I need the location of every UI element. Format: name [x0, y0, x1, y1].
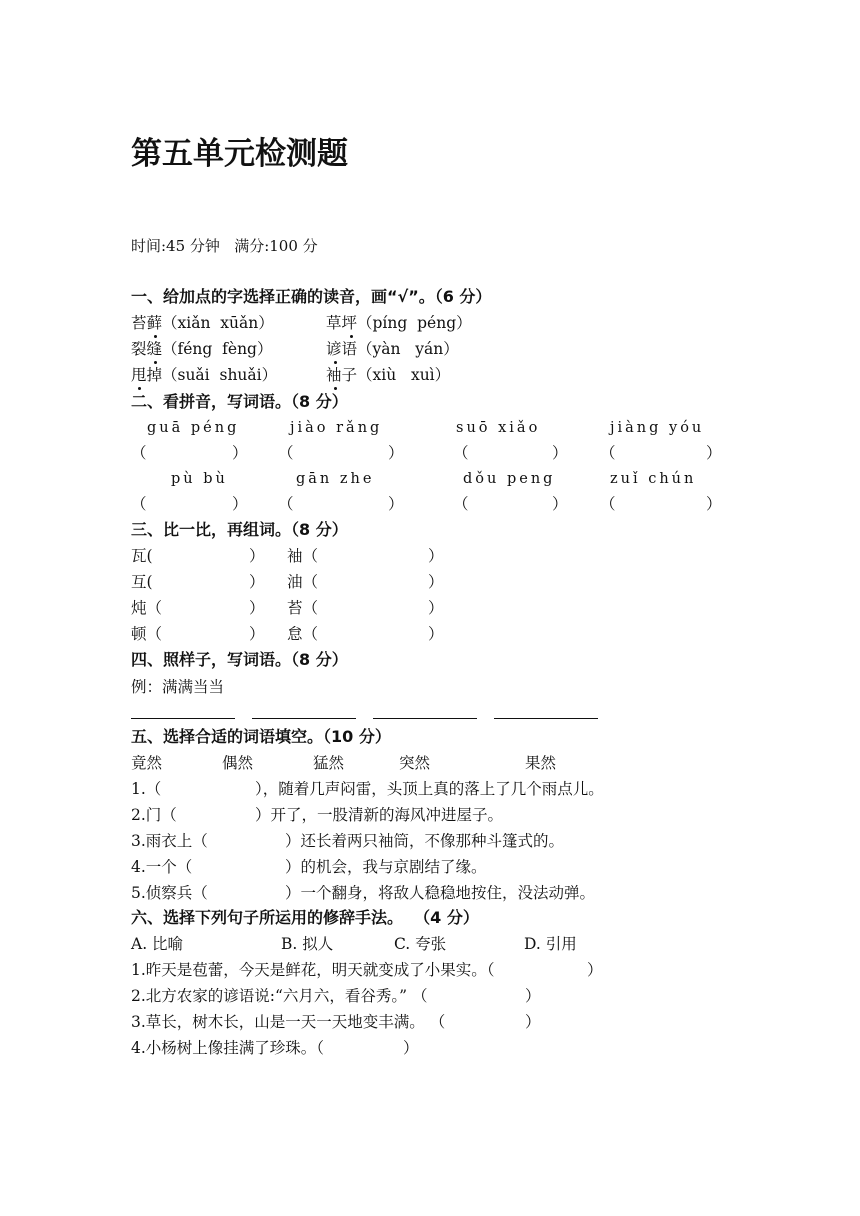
s3-row-2-a: 互(	[131, 573, 153, 591]
s1-row-3-b: 袖子（xiù xuì）	[326, 366, 451, 384]
s1-row-2-b: 谚语（yàn yán）	[326, 340, 459, 358]
pinyin-2: jiào rǎng	[290, 420, 383, 436]
s3-row-3-a: 炖（	[131, 599, 163, 617]
pinyin-3: suō xiǎo	[456, 420, 541, 436]
bracket-open: （	[453, 444, 469, 462]
pinyin-8: zuǐ chún	[610, 471, 697, 487]
s6-q3-close: ）	[525, 1013, 541, 1031]
rhetoric-option-a: A. 比喻	[131, 935, 184, 953]
s1-row-1-a: 苔藓（xiǎn xūǎn）	[131, 314, 274, 332]
answer-blank-4[interactable]	[494, 718, 598, 719]
s3-row-4-b: 怠（	[287, 625, 319, 643]
pinyin-5: pù bù	[171, 471, 228, 487]
emphasis-dot	[350, 335, 353, 338]
rhetoric-option-c: C. 夸张	[394, 935, 447, 953]
s6-q2-close: ）	[525, 987, 541, 1005]
s1-row-1-b: 草坪（píng péng）	[326, 314, 472, 332]
bracket-open: （	[278, 444, 294, 462]
s5-q1-pre: 1.（	[131, 780, 162, 798]
bracket-open: （	[453, 495, 469, 513]
s6-q1-close: ）	[587, 961, 603, 979]
s1-row-2-a: 裂缝（féng fèng）	[131, 340, 273, 358]
s3-close-b: ）	[428, 625, 444, 643]
s6-q1: 1.昨天是苞蕾，今天是鲜花，明天就变成了小果实。（	[131, 961, 495, 979]
s1-row-3-a: 甩掉（suǎi shuǎi）	[131, 366, 278, 384]
word-option-2: 偶然	[222, 754, 254, 772]
pinyin-4: jiàng yóu	[610, 420, 705, 436]
emphasis-dot	[334, 387, 337, 390]
s3-close-a: ）	[249, 573, 265, 591]
pinyin-7: dǒu peng	[463, 471, 556, 487]
s5-q5-post: ）一个翻身，将敌人稳稳地按住，没法动弹。	[285, 884, 596, 902]
s6-q4-close: ）	[403, 1039, 419, 1057]
bracket-open: （	[600, 444, 616, 462]
s6-q4: 4.小杨树上像挂满了珍珠。（	[131, 1039, 325, 1057]
section-4-heading: 四、照样子，写词语。（8 分）	[131, 650, 348, 669]
emphasis-dot	[154, 361, 157, 364]
section-6-heading: 六、选择下列句子所运用的修辞手法。 （4 分）	[131, 908, 479, 927]
word-option-3: 猛然	[313, 754, 345, 772]
bracket-close: ）	[388, 444, 404, 462]
pinyin-1: guā péng	[147, 420, 240, 436]
s3-close-b: ）	[428, 599, 444, 617]
s5-q4-pre: 4.一个（	[131, 858, 193, 876]
s5-q5-pre: 5.侦察兵（	[131, 884, 208, 902]
exam-meta: 时间:45 分钟 满分:100 分	[131, 237, 318, 255]
s3-close-a: ）	[249, 599, 265, 617]
s3-close-a: ）	[249, 625, 265, 643]
rhetoric-option-d: D. 引用	[524, 935, 577, 953]
emphasis-dot	[334, 361, 337, 364]
bracket-open: （	[278, 495, 294, 513]
word-option-1: 竟然	[131, 754, 163, 772]
s6-q2: 2.北方农家的谚语说:“六月六，看谷秀。” （	[131, 987, 428, 1005]
pinyin-6: gān zhe	[296, 471, 375, 487]
emphasis-dot	[154, 335, 157, 338]
bracket-open: （	[600, 495, 616, 513]
word-option-4: 突然	[399, 754, 431, 772]
bracket-close: ）	[388, 495, 404, 513]
answer-blank-2[interactable]	[252, 718, 356, 719]
s6-q3: 3.草长，树木长，山是一天一天地变丰满。 （	[131, 1013, 446, 1031]
answer-blank-3[interactable]	[373, 718, 477, 719]
s5-q2-post: ）开了，一股清新的海风冲进屋子。	[255, 806, 504, 824]
bracket-close: ）	[232, 444, 248, 462]
bracket-close: ）	[706, 444, 722, 462]
s4-example: 例：满满当当	[131, 678, 225, 696]
s3-row-1-a: 瓦(	[131, 547, 153, 565]
page-title: 第五单元检测题	[131, 136, 348, 172]
section-2-heading: 二、看拼音，写词语。（8 分）	[131, 392, 348, 411]
s3-row-2-b: 油（	[287, 573, 319, 591]
s5-q4-post: ）的机会，我与京剧结了缘。	[285, 858, 487, 876]
s5-q1-post: ），随着几声闷雷，头顶上真的落上了几个雨点儿。	[255, 780, 604, 798]
s3-row-3-b: 苔（	[287, 599, 319, 617]
rhetoric-option-b: B. 拟人	[281, 935, 334, 953]
bracket-close: ）	[552, 495, 568, 513]
bracket-close: ）	[232, 495, 248, 513]
emphasis-dot	[138, 387, 141, 390]
s3-close-b: ）	[428, 573, 444, 591]
bracket-open: （	[131, 444, 147, 462]
s5-q2-pre: 2.门（	[131, 806, 177, 824]
section-1-heading: 一、给加点的字选择正确的读音，画“√”。（6 分）	[131, 287, 492, 306]
section-5-heading: 五、选择合适的词语填空。（10 分）	[131, 727, 391, 746]
s3-row-1-b: 袖（	[287, 547, 319, 565]
s3-close-b: ）	[428, 547, 444, 565]
word-option-5: 果然	[525, 754, 557, 772]
s5-q3-post: ）还长着两只袖筒，不像那种斗篷式的。	[285, 832, 565, 850]
s3-row-4-a: 顿（	[131, 625, 163, 643]
answer-blank-1[interactable]	[131, 718, 235, 719]
s3-close-a: ）	[249, 547, 265, 565]
bracket-close: ）	[552, 444, 568, 462]
bracket-open: （	[131, 495, 147, 513]
bracket-close: ）	[706, 495, 722, 513]
section-3-heading: 三、比一比，再组词。（8 分）	[131, 520, 348, 539]
s5-q3-pre: 3.雨衣上（	[131, 832, 208, 850]
